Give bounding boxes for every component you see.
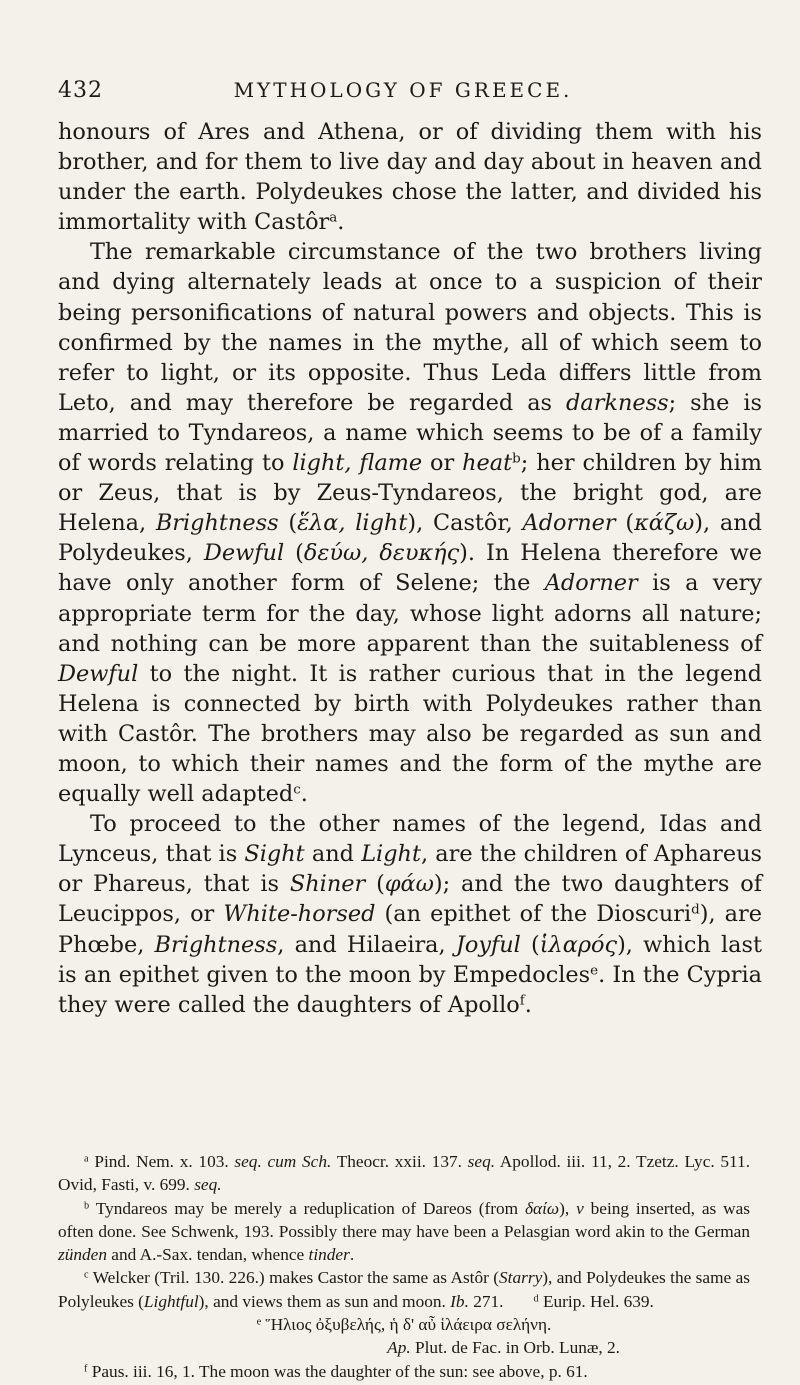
paragraph-2: The remarkable circumstance of the two brothers living and dying alternately leads at once to a suspicion of their being personifications of natural powers and objects. This is confirmed by the names in the mythe, all of which seem to refer to light, or its opposite. Thus Leda differs little from Leto, and may therefore be regarded as darkness; she is married to Tyndareos, a name which seems to be of a family of words relating to light, flame or heat$^b$; her children by him or Zeus, that is by Zeus-Tyndareos, the bright god, are Helena, Brightness (ἕλα, light), Castôr, Adorner (κάζω), and Polydeukes, Dewful (δεύω, δευκής). In Helena therefore we have only another form of Selene; the Adorner is a very appropriate term for the day, whose light adorns all nature; and nothing can be more apparent than the suitableness of Dewful to the night. It is rather curious that in the legend Helena is connected by birth with Polydeukes rather than with Castôr. The brothers may also be regarded as sun and moon, to which their names and the form of the mythe are equally well adapted$^c$. xyxy=(58,239,763,808)
footnote-ref-b[interactable]: b xyxy=(512,451,521,467)
paragraph-1: honours of Ares and Athena, or of dividing them with his brother, and for them to live day and day about in heaven and under the earth. Polydeukes chose the latter, and divided his immortality with Castôr$^a$. xyxy=(58,119,762,236)
paragraph-3: To proceed to the other names of the legend, Idas and Lynceus, that is Sight and Light, are the children of Aphareus or Phareus, that is Shiner (φάω); and the two daughters of Leucippos, or White-horsed (an epithet of the Dioscuri$^d$), are Phœbe, Brightness, and Hilaeira, Joyful (ἱλαρός), which last is an epithet given to the moon by Empedocles$^e$. In the Cypria they were called the daughters of Apollo$^f$. xyxy=(58,811,763,1018)
footnote-e: $^e$ Ἥλιος ὀξυβελής, ἡ δ' αὖ ἱλάειρα σελήνη. xyxy=(256,1315,552,1335)
footnote-e-source: Ap. Plut. de Fac. in Orb. Lunæ, 2. xyxy=(387,1338,620,1358)
footnotes xyxy=(58,1150,750,1383)
footnote-ref-e[interactable]: e xyxy=(590,963,599,979)
footnote-ref-c[interactable]: c xyxy=(293,782,301,798)
page-header xyxy=(58,78,748,108)
footnote-ref-a[interactable]: a xyxy=(329,210,338,226)
running-title: MYTHOLOGY OF GREECE. xyxy=(233,78,573,102)
footnote-c-d: $^c$ Welcker (Tril. 130. 226.) makes Castor the same as Astôr (Starry), and Polydeukes the same as Polyleukes (Lightful), and views them as sun and moon. Ib. 271. $^d$ Eurip. Hel. 639. xyxy=(58,1268,750,1311)
page-number: 432 xyxy=(58,78,103,103)
footnote-ref-f[interactable]: f xyxy=(519,993,525,1009)
footnote-f: $^f$ Paus. iii. 16, 1. The moon was the daughter of the sun: see above, p. 61. xyxy=(84,1361,588,1381)
footnote-b: $^b$ Tyndareos may be merely a reduplication of Dareos (from δαίω), ν being inserted, as was often done. See Schwenk, 193. Possibly there may have been a Pelasgian word akin to the German zünden and A.-Sax. tendan, whence tinder. xyxy=(58,1198,750,1265)
footnote-ref-d[interactable]: d xyxy=(691,903,700,919)
footnote-a: $^a$ Pind. Nem. x. 103. seq. cum Sch. Theocr. xxii. 137. seq. Apollod. iii. 11, 2. Tzetz. Lyc. 511. Ovid, Fasti, v. 699. seq. xyxy=(58,1152,751,1195)
body-text xyxy=(58,117,763,1020)
